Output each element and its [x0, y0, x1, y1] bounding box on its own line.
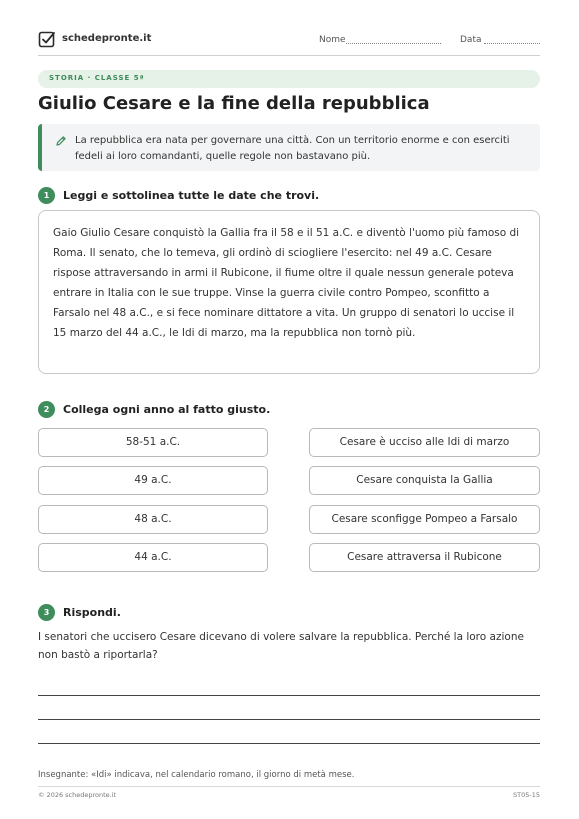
footer-copyright: © 2026 schedepronte.it: [38, 791, 117, 799]
checkbox-logo-icon: [38, 30, 56, 48]
intro-box: [38, 124, 540, 171]
name-label: Nome: [319, 35, 346, 45]
fact-box[interactable]: Cesare conquista la Gallia: [309, 466, 540, 495]
section-2-title: Collega ogni anno al fatto giusto.: [63, 403, 271, 416]
teacher-note: Insegnante: «Idi» indicava, nel calendario romano, il giorno di metà mese.: [38, 770, 355, 780]
subject-tag-label: STORIA · CLASSE 5ª: [49, 74, 145, 82]
year-box[interactable]: 49 a.C.: [38, 466, 268, 495]
year-box[interactable]: 44 a.C.: [38, 543, 268, 572]
brand-name: schedepronte.it: [62, 33, 152, 44]
answer-line[interactable]: [38, 695, 540, 696]
pencil-icon: [55, 135, 67, 147]
page-header: [38, 30, 540, 56]
fact-box[interactable]: Cesare è ucciso alle Idi di marzo: [309, 428, 540, 457]
subject-tag: [38, 70, 540, 88]
section-2-number: 2: [38, 401, 55, 418]
intro-text: La repubblica era nata per governare una città. Con un territorio enorme e con eserciti fedeli ai loro comandanti, quelle regole non bastavano più.: [75, 135, 510, 162]
name-field[interactable]: [346, 43, 441, 44]
fact-box[interactable]: Cesare sconfigge Pompeo a Farsalo: [309, 505, 540, 534]
section-3-number: 3: [38, 604, 55, 621]
section-3-title: Rispondi.: [63, 606, 121, 619]
page-title: Giulio Cesare e la fine della repubblica: [38, 93, 430, 114]
answer-line[interactable]: [38, 743, 540, 744]
answer-line[interactable]: [38, 719, 540, 720]
reading-box: [38, 210, 540, 374]
fact-box[interactable]: Cesare attraversa il Rubicone: [309, 543, 540, 572]
date-field[interactable]: [484, 43, 540, 44]
year-box[interactable]: 48 a.C.: [38, 505, 268, 534]
section-1-title: Leggi e sottolinea tutte le date che trovi.: [63, 189, 320, 202]
footer-divider: [38, 786, 540, 787]
date-label: Data: [460, 35, 482, 45]
footer-code: ST05-15: [513, 791, 540, 799]
reading-text: Gaio Giulio Cesare conquistò la Gallia fra il 58 e il 51 a.C. e diventò l'uomo più famoso di Roma. Il senato, che lo temeva, gli ordinò di sciogliere l'esercito: nel 49 a.C. Cesare rispose attraversando in armi il Rubicone, il fiume oltre il quale nessun generale poteva entrare in Italia con le sue truppe. Vinse la guerra civile contro Pompeo, sconfitto a Farsalo nel 48 a.C., e si fece nominare dittatore a vita. Un gruppo di senatori lo uccise il 15 marzo del 44 a.C., le Idi di marzo, ma la repubblica non tornò più.: [53, 227, 520, 339]
year-box[interactable]: 58-51 a.C.: [38, 428, 268, 457]
question-text: I senatori che uccisero Cesare dicevano di volere salvare la repubblica. Perché la loro azione non bastò a riportarla?: [38, 631, 524, 661]
section-1-number: 1: [38, 187, 55, 204]
